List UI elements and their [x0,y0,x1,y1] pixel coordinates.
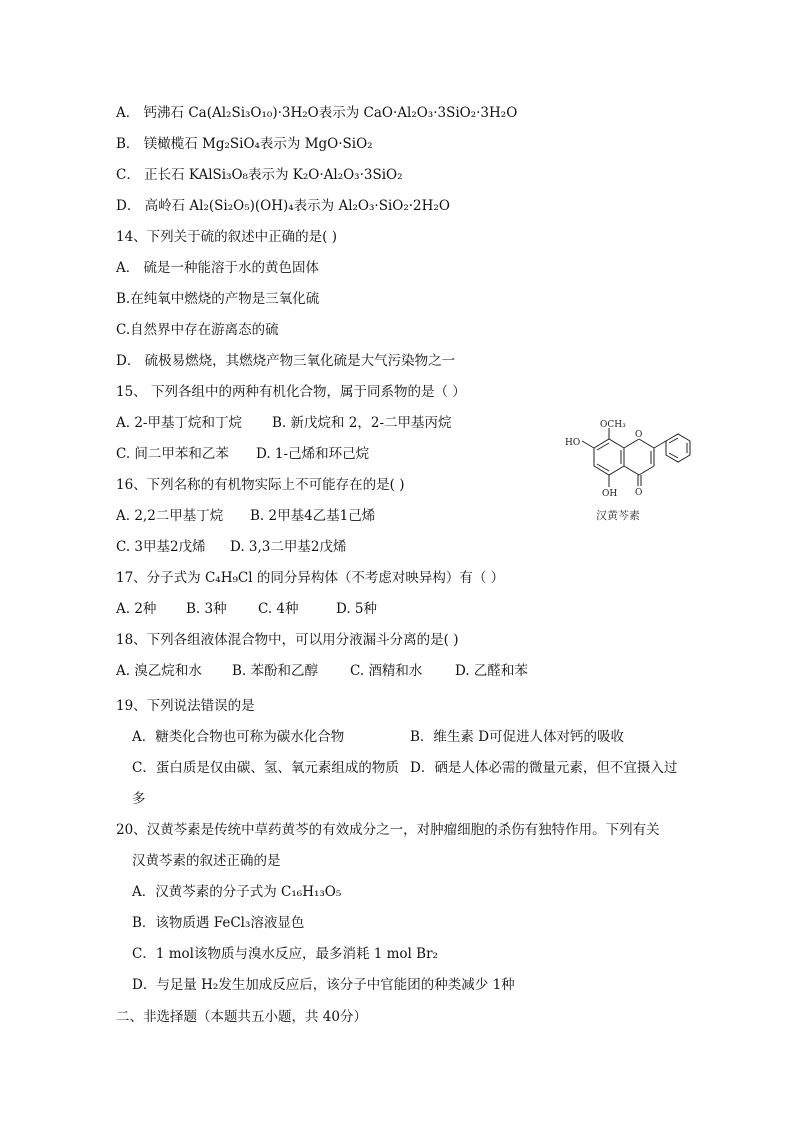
q20-option-a: A．汉黄芩素的分子式为 C₁₆H₁₃O₅ [132,884,342,900]
section-2-heading: 二、非选择题（本题共五小题，共 40分） [116,1009,367,1025]
q20-option-d: D．与足量 H₂发生加成反应后，该分子中官能团的种类减少 1种 [132,977,515,993]
q18-option-c: C. 酒精和水 [350,663,423,679]
q14-stem: 14、下列关于硫的叙述中正确的是( ) [116,229,338,245]
q15-option-d: D. 1-己烯和环己烷 [256,446,370,462]
label-och3: OCH₃ [600,420,626,430]
q14-option-c: C.自然界中存在游离态的硫 [116,322,279,338]
q17-option-d: D. 5种 [336,601,378,617]
q19-stem: 19、下列说法错误的是 [116,698,255,714]
label-ring-oxygen: O [635,430,643,440]
label-oh: OH [602,489,618,499]
q20-stem-line2: 汉黄芩素的叙述正确的是 [132,853,281,869]
q15-option-b: B. 新戊烷和 2，2-二甲基丙烷 [272,415,452,431]
q16-option-d: D. 3,3二甲基2戊烯 [230,539,347,555]
q16-option-b: B. 2甲基4乙基1己烯 [250,508,376,524]
q19-option-b: B．维生素 D可促进人体对钙的吸收 [410,729,625,745]
q19-option-d: D．硒是人体必需的微量元素，但不宜摄入过 [410,760,678,776]
q16-option-a: A. 2,2二甲基丁烷 [116,508,224,524]
q17-option-c: C. 4种 [258,601,299,617]
q17-stem: 17、分子式为 C₄H₉Cl 的同分异构体（不考虑对映异构）有（ ） [116,570,505,586]
q18-option-b: B. 苯酚和乙醇 [232,663,319,679]
q15-option-c: C. 间二甲苯和乙苯 [116,446,229,462]
q19-option-a: A．糖类化合物也可称为碳水化合物 [132,729,345,745]
q16-option-c: C. 3甲基2戊烯 [116,539,206,555]
q15-stem: 15、 下列各组中的两种有机化合物，属于同系物的是（ ） [116,384,466,400]
q17-option-a: A. 2种 [116,601,157,617]
q13-option-c: C． 正长石 KAlSi₃O₈表示为 K₂O·Al₂O₃·3SiO₂ [116,167,403,183]
q13-option-d: D． 高岭石 Al₂(Si₂O₅)(OH)₄表示为 Al₂O₃·SiO₂·2H₂O [116,198,450,214]
q14-option-d: D． 硫极易燃烧，其燃烧产物三氧化硫是大气污染物之一 [116,353,456,369]
q13-option-a: A． 钙沸石 Ca(Al₂Si₃O₁₀)·3H₂O表示为 CaO·Al₂O₃·3SiO₂·3H₂O [116,105,518,121]
label-ho: HO [565,438,581,448]
figure-caption: 汉黄芩素 [596,509,640,522]
label-carbonyl-oxygen: O [635,488,643,498]
q20-option-b: B．该物质遇 FeCl₃溶液显色 [132,915,305,931]
q18-option-d: D. 乙醛和苯 [455,663,528,679]
q18-stem: 18、下列各组液体混合物中，可以用分液漏斗分离的是( ) [116,632,459,648]
q16-stem: 16、下列名称的有机物实际上不可能存在的是( ) [116,477,405,493]
q20-stem-line1: 20、汉黄芩素是传统中草药黄芩的有效成分之一，对肿瘤细胞的杀伤有独特作用。下列有关 [116,822,660,838]
q15-option-a: A. 2-甲基丁烷和丁烷 [116,415,242,431]
q13-option-b: B． 镁橄榄石 Mg₂SiO₄表示为 MgO·SiO₂ [116,136,373,152]
q17-option-b: B. 3种 [186,601,227,617]
ring-a [594,439,624,475]
q19-option-c: C．蛋白质是仅由碳、氢、氧元素组成的物质 [132,760,399,776]
q14-option-b: B.在纯氧中燃烧的产物是三氧化硫 [116,291,320,307]
q18-option-a: A. 溴乙烷和水 [116,663,202,679]
q19-option-d-cont: 多 [132,791,146,807]
q14-option-a: A． 硫是一种能溶于水的黄色固体 [116,260,320,276]
q20-option-c: C．1 mol该物质与溴水反应，最多消耗 1 mol Br₂ [132,946,438,962]
